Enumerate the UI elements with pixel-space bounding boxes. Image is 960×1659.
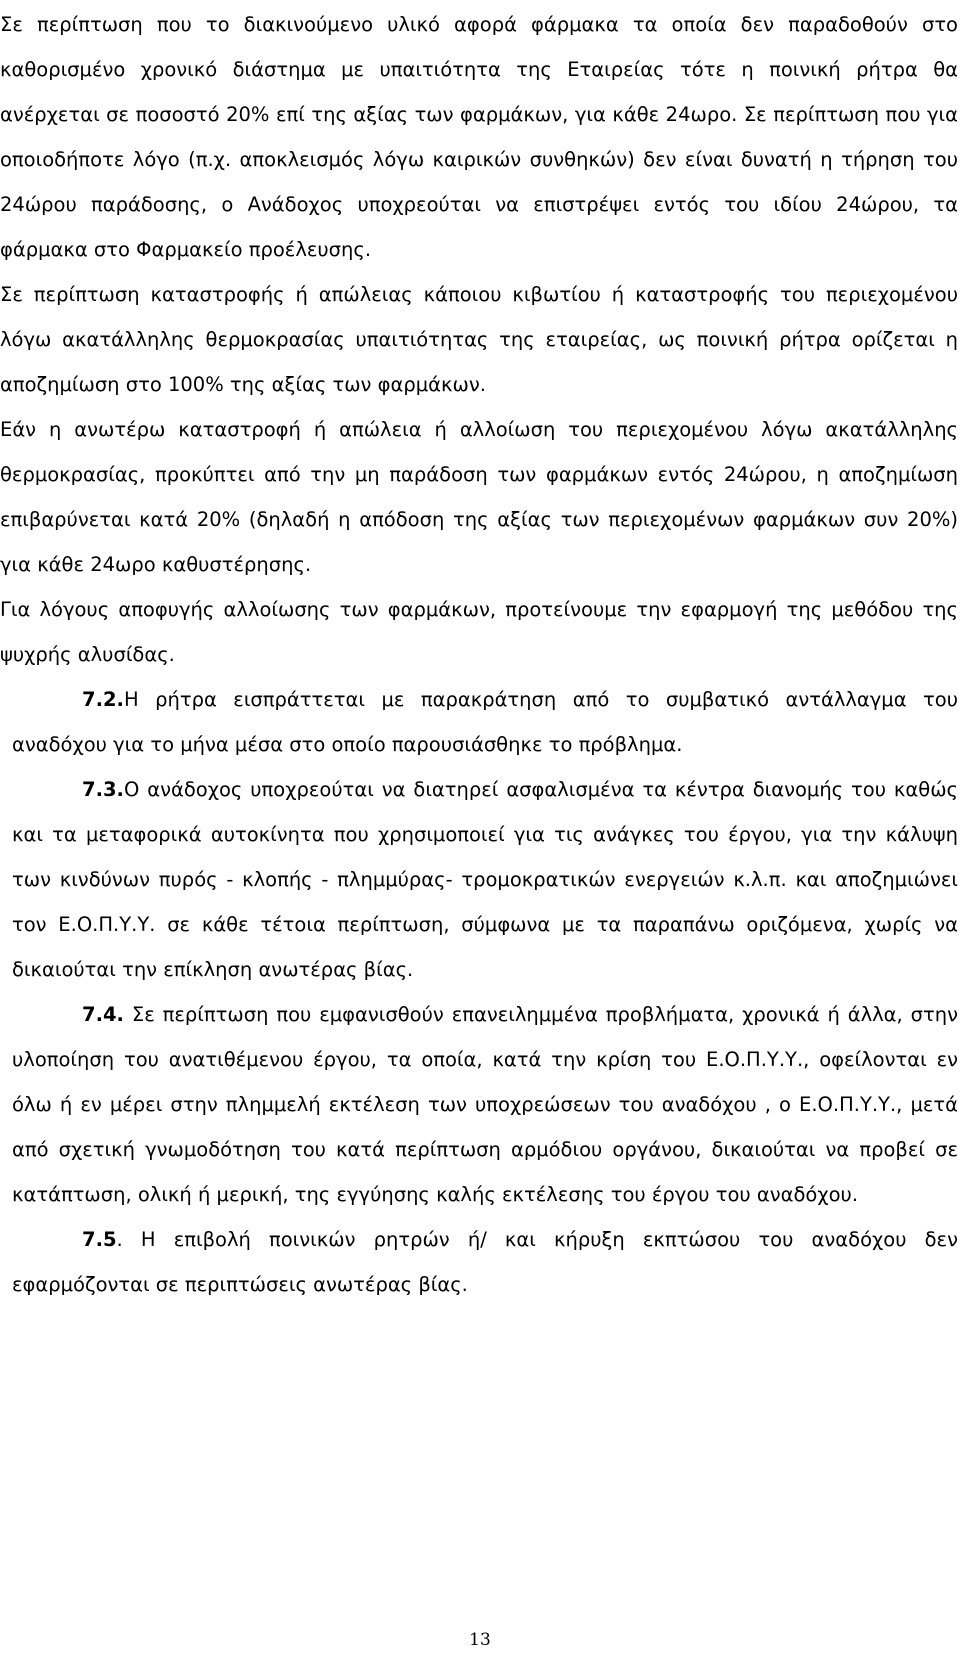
document-body (0, 2, 958, 1307)
clause-7-3 (0, 767, 958, 992)
paragraph-penalty-spoilage: Εάν η ανωτέρω καταστροφή ή απώλεια ή αλλοίωση του περιεχομένου λόγω ακατάλληλης θερμοκρασίας, προκύπτει από την μη παράδοση των φαρμάκων εντός 24ώρου, η αποζημίωση επιβαρύνεται κατά 20% (δηλαδή η απόδοση της αξίας των περιεχομένων φαρμάκων συν 20%) για κάθε 24ωρο καθυστέρησης. (0, 418, 958, 576)
clause-text: Ο ανάδοχος υποχρεούται να διατηρεί ασφαλισμένα τα κέντρα διανομής του καθώς και τα μεταφορικά αυτοκίνητα που χρησιμοποιεί για τις ανάγκες του έργου, για την κάλυψη των κινδύνων πυρός - κλοπής - πλημμύρας- τρομοκρατικών ενεργειών κ.λ.π. και αποζημιώνει τον Ε.Ο.Π.Υ.Υ. σε κάθε τέτοια περίπτωση, σύμφωνα με τα παραπάνω οριζόμενα, χωρίς να δικαιούται την επίκληση ανωτέρας βίας. (12, 778, 958, 981)
clause-number: 7.4. (82, 1003, 124, 1026)
page-number: 13 (469, 1630, 491, 1650)
clause-number: 7.5 (82, 1228, 117, 1251)
clause-number: 7.2. (82, 688, 124, 711)
clause-text: Σε περίπτωση που εμφανισθούν επανειλημμένα προβλήματα, χρονικά ή άλλα, στην υλοποίηση του ανατιθέμενου έργου, τα οποία, κατά την κρίση του Ε.Ο.Π.Υ.Υ., οφείλονται εν όλω ή εν μέρει στην πλημμελή εκτέλεση των υποχρεώσεων του αναδόχου , ο Ε.Ο.Π.Υ.Υ., μετά από σχετική γνωμοδότηση του κατά περίπτωση αρμόδιου οργάνου, δικαιούται να προβεί σε κατάπτωση, ολική ή μερική, της εγγύησης καλής εκτέλεσης του έργου του αναδόχου. (12, 1003, 958, 1206)
clause-text: . Η επιβολή ποινικών ρητρών ή/ και κήρυξη εκπτώσου του αναδόχου δεν εφαρμόζονται σε περιπτώσεις ανωτέρας βίας. (12, 1228, 958, 1296)
paragraph-penalty-loss: Σε περίπτωση καταστροφής ή απώλειας κάποιου κιβωτίου ή καταστροφής του περιεχομένου λόγω ακατάλληλης θερμοκρασίας υπαιτιότητας της εταιρείας, ως ποινική ρήτρα ορίζεται η αποζημίωση στο 100% της αξίας των φαρμάκων. (0, 283, 958, 396)
clause-7-2 (0, 677, 958, 767)
clause-text: Η ρήτρα εισπράττεται με παρακράτηση από το συμβατικό αντάλλαγμα του αναδόχου για το μήνα μέσα στο οποίο παρουσιάσθηκε το πρόβλημα. (12, 688, 958, 756)
paragraph-cold-chain: Για λόγους αποφυγής αλλοίωσης των φαρμάκων, προτείνουμε την εφαρμογή της μεθόδου της ψυχρής αλυσίδας. (0, 598, 958, 666)
paragraph-penalty-delay: Σε περίπτωση που το διακινούμενο υλικό αφορά φάρμακα τα οποία δεν παραδοθούν στο καθορισμένο χρονικό διάστημα με υπαιτιότητα της Εταιρείας τότε η ποινική ρήτρα θα ανέρχεται σε ποσοστό 20% επί της αξίας των φαρμάκων, για κάθε 24ωρο. Σε περίπτωση που για οποιοδήποτε λόγο (π.χ. αποκλεισμός λόγω καιρικών συνθηκών) δεν είναι δυνατή η τήρηση του 24ώρου παράδοσης, ο Ανάδοχος υποχρεούται να επιστρέψει εντός του ιδίου 24ώρου, τα φάρμακα στο Φαρμακείο προέλευσης. (0, 13, 958, 261)
clause-7-5 (0, 1217, 958, 1307)
clause-7-4 (0, 992, 958, 1217)
clause-number: 7.3. (82, 778, 124, 801)
